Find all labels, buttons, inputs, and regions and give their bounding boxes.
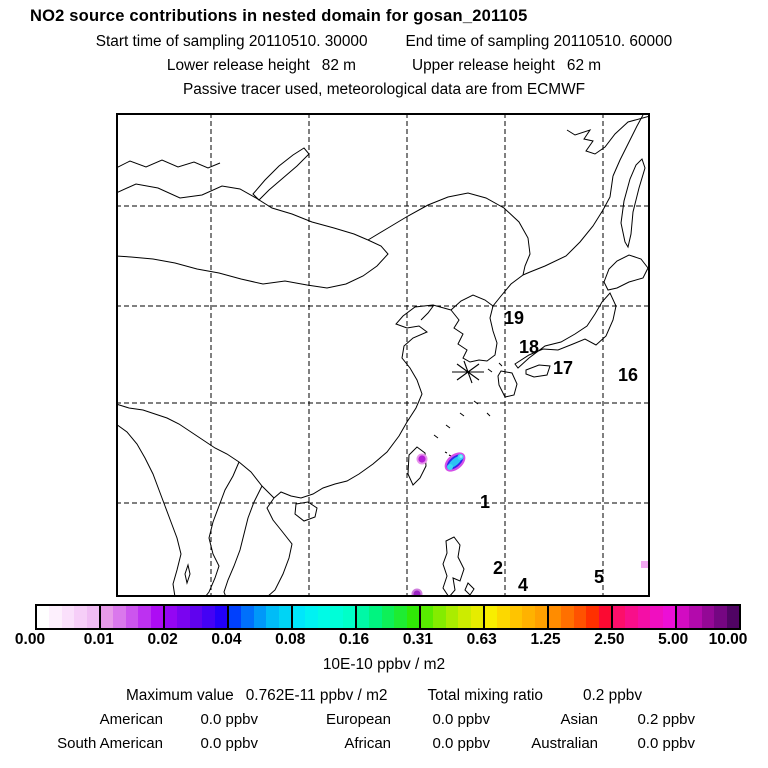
colorbar-cell (382, 606, 394, 628)
colorbar-segment (355, 606, 419, 628)
colorbar-tick-label: 0.16 (338, 631, 370, 648)
colorbar-segment (547, 606, 611, 628)
colorbar-segment (419, 606, 483, 628)
colorbar-segment (675, 606, 739, 628)
receptor-label-5: 5 (593, 567, 605, 587)
coastline-path (116, 424, 181, 597)
source-value: 0.0 ppbv (637, 735, 695, 752)
colorbar-cell (202, 606, 214, 628)
colorbar-cell (177, 606, 189, 628)
source-value: 0.2 ppbv (637, 711, 695, 728)
coastline-path (451, 295, 493, 310)
coastline-path (523, 176, 613, 275)
colorbar-cell (586, 606, 598, 628)
colorbar-cell (702, 606, 714, 628)
upper-release-value: 62 m (566, 57, 602, 74)
colorbar-segment (611, 606, 675, 628)
colorbar-cell (510, 606, 522, 628)
source-name: Australian (531, 735, 598, 752)
source-contributions-table (0, 711, 695, 759)
coastline-path (604, 255, 648, 290)
coastline-path (445, 452, 451, 456)
receptor-label-2: 2 (492, 558, 504, 578)
colorbar-segment (291, 606, 355, 628)
colorbar-cell (151, 606, 163, 628)
coastline-path (116, 160, 220, 168)
colorbar-cell (458, 606, 470, 628)
colorbar-cell (305, 606, 317, 628)
colorbar-cell (638, 606, 650, 628)
colorbar-cell (369, 606, 381, 628)
colorbar-tick-label: 2.50 (594, 631, 625, 648)
colorbar-cell (677, 606, 689, 628)
receptor-label-4: 4 (517, 575, 529, 595)
receptor-label-17: 17 (552, 358, 574, 378)
spacer (234, 687, 246, 705)
coastline-path (465, 583, 474, 595)
coastline-path (116, 240, 388, 288)
colorbar-cell (485, 606, 497, 628)
colorbar-tick-label: 1.25 (530, 631, 561, 648)
map-canvas (116, 113, 650, 597)
lower-release-value: 82 m (321, 57, 356, 74)
colorbar-tick-label: 0.01 (83, 631, 114, 648)
colorbar-segment (37, 606, 99, 628)
colorbar-cell (138, 606, 150, 628)
colorbar-cell (497, 606, 509, 628)
receptor-label-1: 1 (479, 492, 491, 512)
source-name: Asian (560, 711, 598, 728)
map-frame (117, 114, 649, 596)
colorbar-unit-label: 10E-10 ppbv / m2 (322, 656, 446, 673)
colorbar-cell (625, 606, 637, 628)
colorbar-cell (113, 606, 125, 628)
colorbar-cell (165, 606, 177, 628)
source-value: 0.0 ppbv (432, 711, 490, 728)
stats-row (0, 687, 768, 705)
east-taiwan-hotspot-blob (460, 455, 463, 458)
colorbar-cell (293, 606, 305, 628)
start-time-text: Start time of sampling 20110510. 30000 (95, 33, 368, 50)
mixing-ratio-value: 0.2 ppbv (582, 687, 643, 704)
coastline-path (434, 401, 490, 438)
colorbar-cell (421, 606, 433, 628)
coastline-path (621, 159, 645, 247)
colorbar-cell (471, 606, 483, 628)
colorbar-cell (254, 606, 266, 628)
receptor-label-19: 19 (503, 308, 525, 328)
colorbar-cell (535, 606, 547, 628)
release-height-row (0, 57, 768, 75)
lower-release-label: Lower release height (166, 57, 310, 74)
coastline-path (526, 365, 550, 377)
upper-release-label: Upper release height (412, 57, 555, 74)
source-name: African (344, 735, 391, 752)
sampling-time-row (0, 33, 768, 51)
colorbar-cell (522, 606, 534, 628)
colorbar-cell (357, 606, 369, 628)
coastline-path (205, 462, 239, 597)
coastline-path (116, 404, 274, 498)
source-value: 0.0 ppbv (432, 735, 490, 752)
spacer (356, 57, 412, 75)
colorbar-tick-row (0, 631, 768, 649)
receptor-label-16: 16 (617, 365, 639, 385)
coastline-path (488, 363, 502, 372)
colorbar-cell (727, 606, 739, 628)
colorbar-cell (190, 606, 202, 628)
source-name: European (325, 711, 391, 728)
colorbar-segment (227, 606, 291, 628)
east-taiwan-hotspot-blob (447, 464, 453, 470)
source-value: 0.0 ppbv (200, 735, 258, 752)
colorbar-tick-label: 0.04 (211, 631, 242, 648)
colorbar-segment (99, 606, 163, 628)
coastline-path (185, 565, 190, 583)
colorbar-tick-label: 0.00 (14, 631, 46, 648)
end-time-text: End time of sampling 20110510. 60000 (405, 33, 673, 50)
colorbar-cell (561, 606, 573, 628)
colorbar-cell (229, 606, 241, 628)
max-value-text: 0.762E-11 ppbv / m2 (245, 687, 388, 704)
taiwan-hotspot-blob (418, 455, 425, 462)
source-name: South American (57, 735, 163, 752)
colorbar-cell (574, 606, 586, 628)
colorbar-tick-label: 0.08 (275, 631, 306, 648)
colorbar-cell (87, 606, 99, 628)
colorbar-cell (330, 606, 342, 628)
colorbar-cell (663, 606, 675, 628)
coastline-path (253, 148, 309, 200)
coastline-path (368, 193, 530, 275)
coastline-path (498, 371, 517, 397)
colorbar-cell (266, 606, 278, 628)
page-title: NO2 source contributions in nested domain for gosan_201105 (30, 7, 528, 25)
colorbar-cell (650, 606, 662, 628)
colorbar-cell (446, 606, 458, 628)
colorbar-cell (613, 606, 625, 628)
colorbar-cell (599, 606, 611, 628)
coastline-path (421, 305, 434, 320)
colorbar-tick-label: 0.63 (466, 631, 497, 648)
coastline-path (443, 537, 464, 597)
colorbar-tick-label: 5.00 (658, 631, 689, 648)
colorbar (35, 604, 741, 630)
spacer (543, 687, 583, 705)
colorbar-cell (74, 606, 86, 628)
colorbar-cell (318, 606, 330, 628)
colorbar-cell (126, 606, 138, 628)
colorbar-cell (49, 606, 61, 628)
colorbar-cell (241, 606, 253, 628)
colorbar-cell (37, 606, 49, 628)
coastline-path (295, 502, 317, 521)
colorbar-segment (483, 606, 547, 628)
coastline-path (267, 498, 292, 597)
colorbar-cell (279, 606, 291, 628)
colorbar-tick-label: 0.02 (147, 631, 178, 648)
max-value-label: Maximum value (125, 687, 234, 704)
spacer (387, 687, 427, 705)
colorbar-cell (714, 606, 726, 628)
colorbar-cell (101, 606, 113, 628)
colorbar-cell (215, 606, 227, 628)
coastline-path (116, 184, 368, 240)
colorbar-cell (689, 606, 701, 628)
mixing-ratio-label: Total mixing ratio (427, 687, 543, 704)
east-edge-speck-blob (641, 561, 648, 568)
colorbar-cell (549, 606, 561, 628)
colorbar-tick-label: 0.31 (402, 631, 433, 648)
source-value: 0.0 ppbv (200, 711, 258, 728)
colorbar-cell (343, 606, 355, 628)
coastline-path (567, 116, 650, 154)
coastline-path (408, 447, 426, 485)
colorbar-tick-label: 10.00 (708, 631, 748, 648)
colorbar-cell (407, 606, 419, 628)
colorbar-segment (163, 606, 227, 628)
tracer-info-text: Passive tracer used, meteorological data are from ECMWF (182, 81, 585, 98)
coastline-path (613, 115, 643, 176)
source-name: American (99, 711, 163, 728)
colorbar-cell (62, 606, 74, 628)
colorbar-cell (433, 606, 445, 628)
receptor-label-18: 18 (518, 337, 540, 357)
colorbar-cell (394, 606, 406, 628)
